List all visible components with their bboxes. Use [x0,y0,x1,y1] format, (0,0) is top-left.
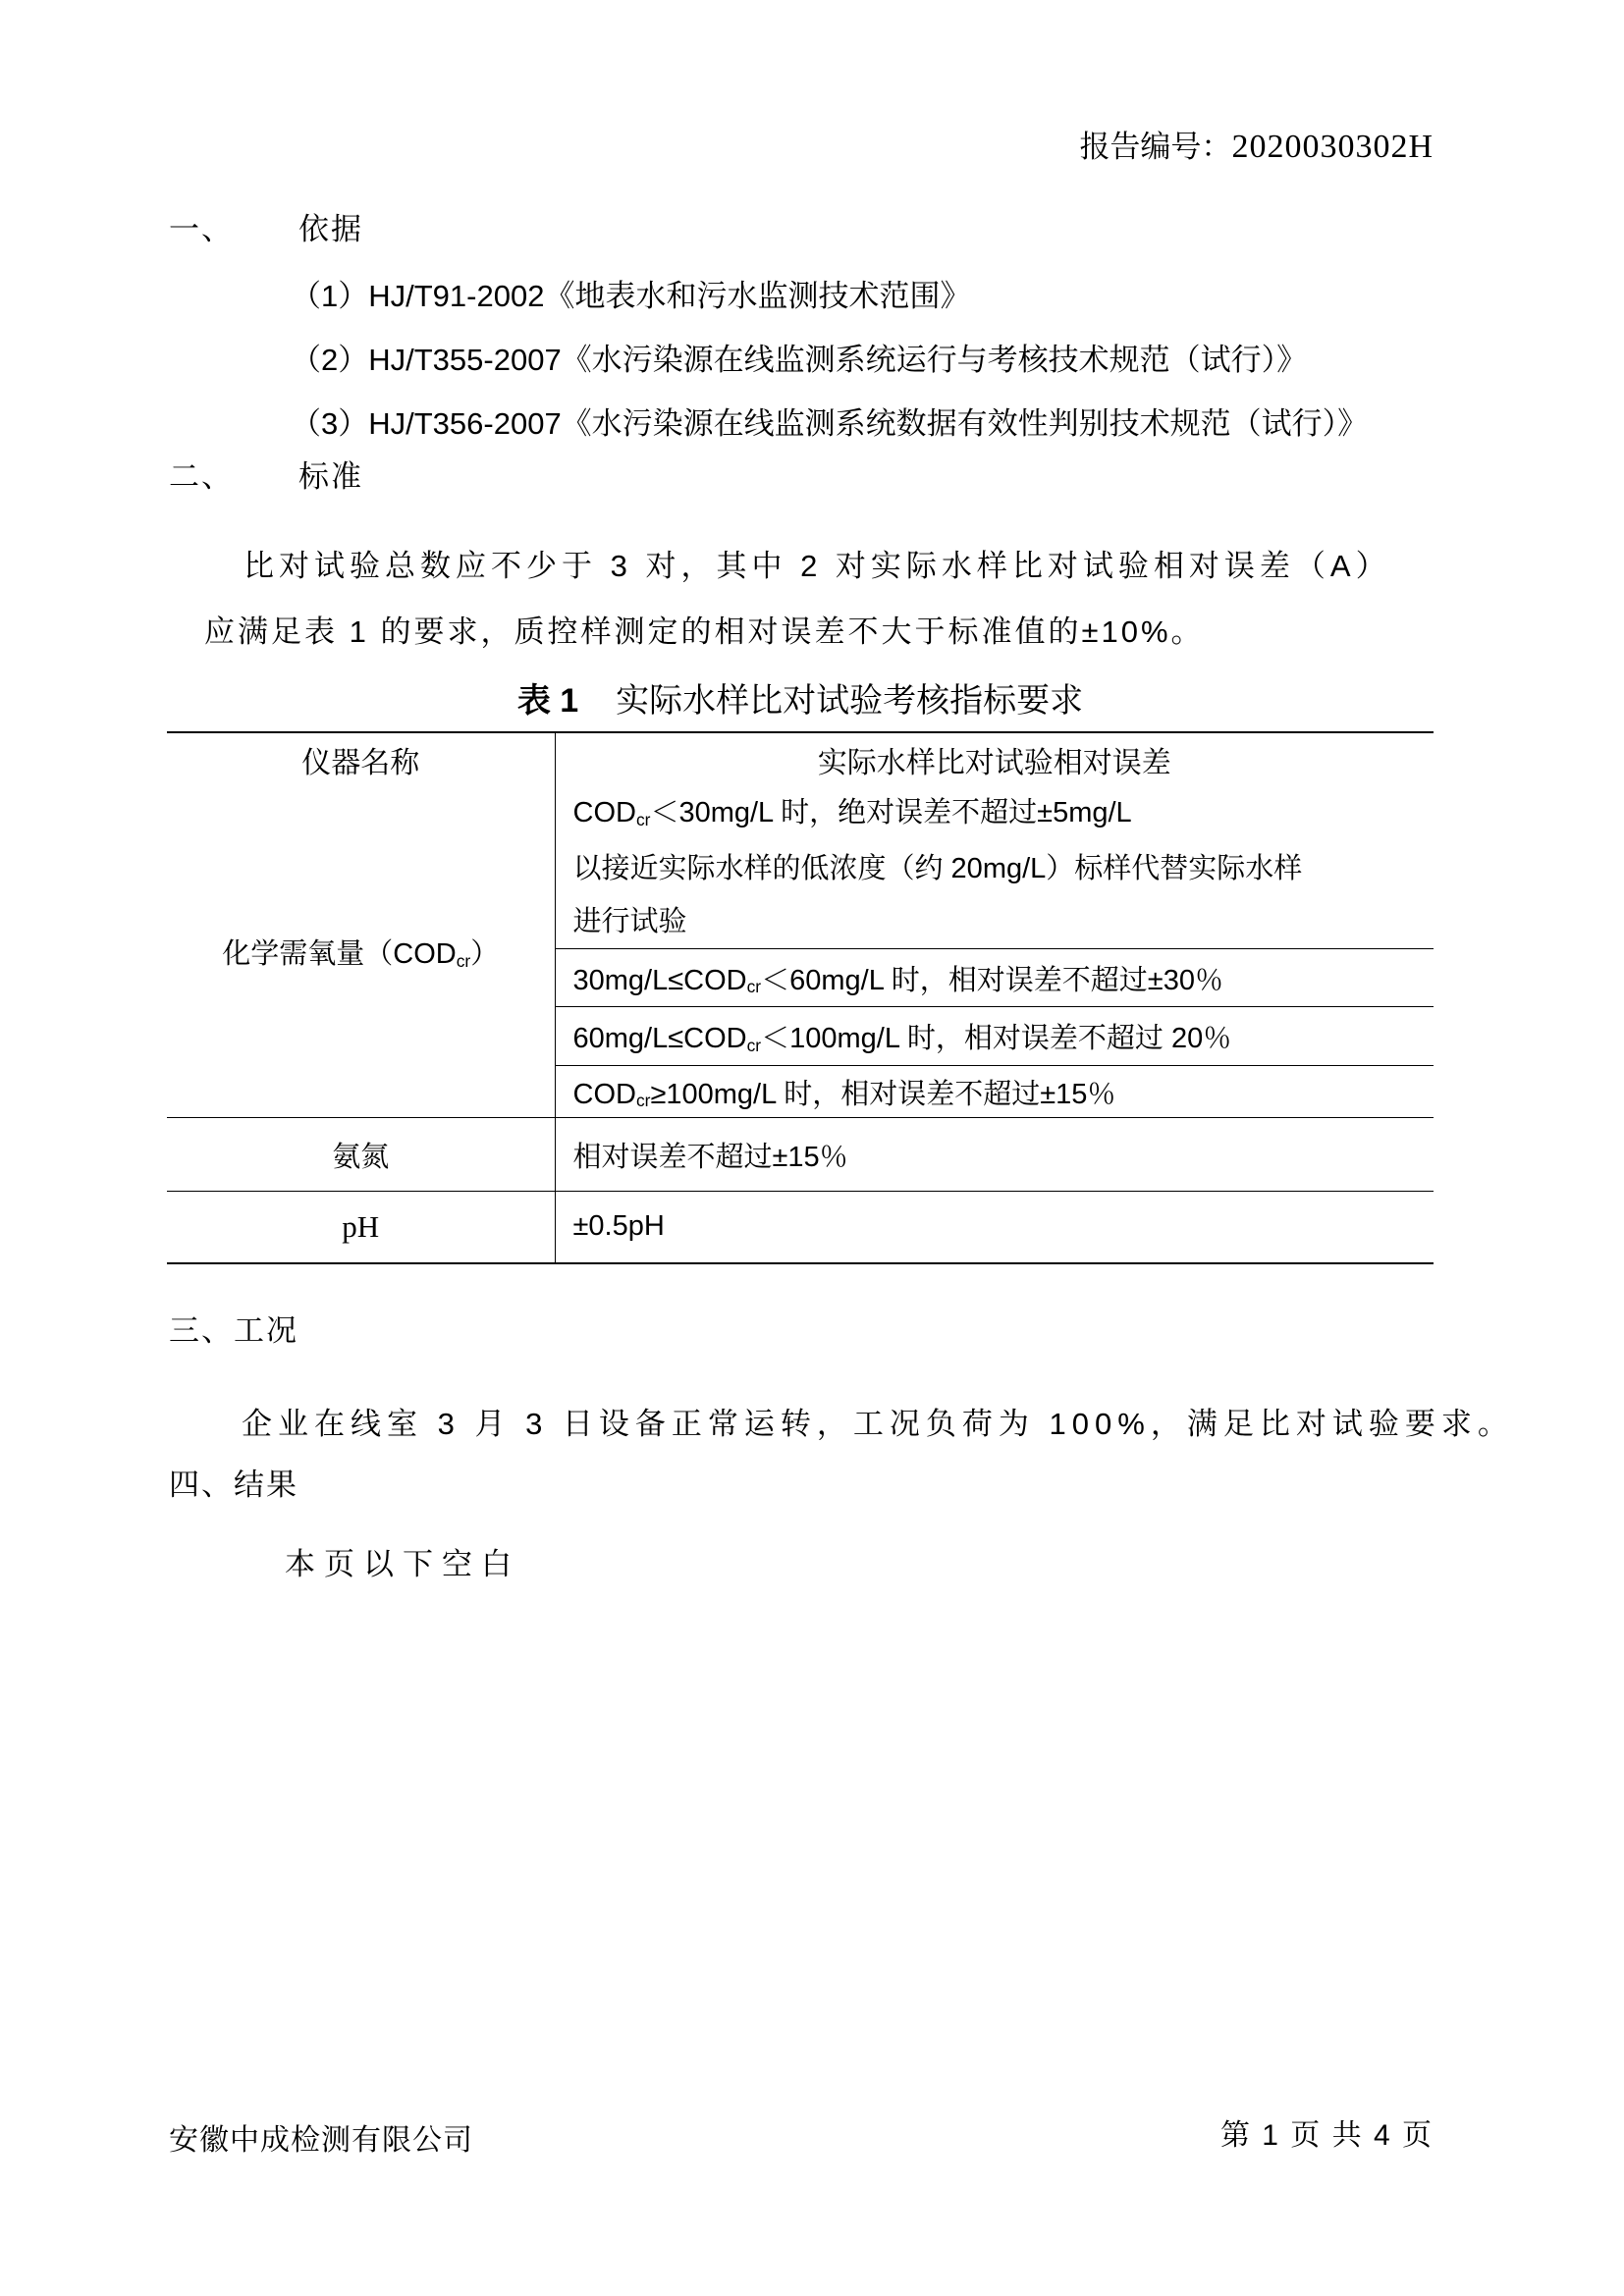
section-4-title: 结果 [234,1468,298,1502]
table-row-ammonia [167,1118,1434,1192]
table-row-ph [167,1192,1434,1263]
blank-below-note: 本页以下空白 [285,1547,520,1581]
footer-page-info: 第 1 页 共 4 页 [1219,2119,1434,2152]
header-relative-error: 实际水样比对试验相对误差 [817,747,1171,779]
report-number-line [1079,122,1434,166]
ammonia-name-cell: 氨氮 [167,1118,555,1192]
section-1-heading [169,204,363,248]
standard-paragraph-line-2: 应满足表 1 的要求，质控样测定的相对误差不大于标准值的±10%。 [204,614,1205,649]
table-header-row [167,732,1434,786]
report-number-label: 报告编号： [1079,130,1232,164]
section-3-heading [169,1306,298,1350]
table-row-cod-1 [167,786,1434,949]
section-1-number: 一、 [169,212,234,246]
reference-item-1: （1）HJ/T91-2002《地表水和污水监测技术范围》 [291,279,971,313]
table-title-prefix: 表 1 [516,682,579,720]
working-condition-paragraph: 企业在线室 3 月 3 日设备正常运转，工况负荷为 100%，满足比对试验要求。 [242,1407,1514,1441]
section-2-number: 二、 [169,459,234,494]
section-2-title: 标准 [298,459,363,494]
ph-name-cell: pH [167,1192,555,1263]
section-4-number: 四、 [169,1468,234,1502]
header-instrument-name: 仪器名称 [167,732,555,786]
ammonia-value-cell: 相对误差不超过±15％ [555,1118,1434,1192]
cod-rule-cell-4: $COD_{cr}\ge 100mg/L$ 时，相对误差不超过±15％ [555,1066,1434,1118]
reference-item-3: （3）HJ/T356-2007《水污染源在线监测系统数据有效性判别技术规范（试行）》 [291,406,1369,441]
reference-item-2: （2）HJ/T355-2007《水污染源在线监测系统运行与考核技术规范（试行）》 [291,343,1308,377]
section-3-number: 三、 [169,1313,234,1348]
section-4-heading [169,1460,298,1504]
cod-rule-cell-3: $60mg/L\le COD_{cr}<100mg/L$ 时，相对误差不超过 20％ [555,1007,1434,1066]
report-number-value: 2020030302H [1231,129,1434,165]
comparison-requirements-table [167,731,1434,1264]
cod-name-cell: 化学需氧量$(COD_{cr})$ [167,786,555,1118]
footer-company: 安徽中成检测有限公司 [169,2124,473,2157]
standard-paragraph-line-1: 比对试验总数应不少于 3 对，其中 2 对实际水样比对试验相对误差（A） [244,549,1391,583]
section-1-title: 依据 [298,212,363,246]
section-2-heading [169,452,363,496]
table-title-text: 实际水样比对试验考核指标要求 [616,682,1084,720]
cod-rule-cell-1: $COD_{cr}<30mg/L$ 时，绝对误差不超过±5mg/L 以接近实际水样的低浓度（约 20mg/L）标样代替实际水样 进行试验 [572,797,1303,937]
ph-value-cell: ±0.5pH [555,1192,1434,1263]
cod-rule-cell-2: $30mg/L\le COD_{cr}<60mg/L$ 时，相对误差不超过±30％ [555,949,1434,1007]
section-3-title: 工况 [234,1313,298,1348]
table-title [167,673,1434,721]
